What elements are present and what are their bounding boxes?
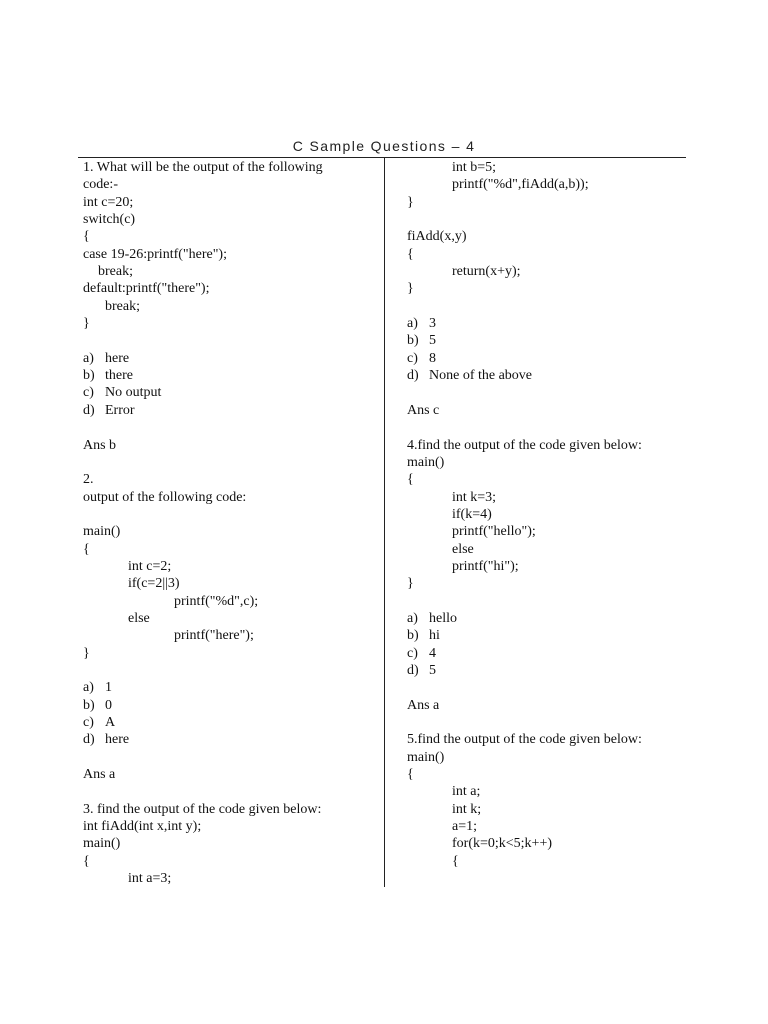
code-line: { <box>407 246 414 262</box>
option-c: c) 8 <box>407 350 436 366</box>
option-a: a) 1 <box>83 680 112 696</box>
question-2 <box>83 471 379 801</box>
option-b: b) there <box>83 368 133 384</box>
question-4 <box>407 437 697 732</box>
code-line: for(k=0;k<5;k++) <box>452 836 553 852</box>
code-line: else <box>452 541 474 557</box>
option-c: c) A <box>83 715 116 730</box>
option-c: c) 4 <box>407 645 436 661</box>
option-a: a) hello <box>407 610 457 626</box>
code-line: main() <box>407 749 445 765</box>
code-line: } <box>407 281 414 297</box>
code-line: break; <box>105 298 140 314</box>
answer: Ans c <box>407 402 440 418</box>
code-line: int b=5; <box>452 160 497 175</box>
code-line: int c=20; <box>83 194 134 210</box>
question-text: 5.find the output of the code given below: <box>407 732 642 748</box>
question-3 <box>83 801 379 888</box>
answer: Ans b <box>83 437 117 453</box>
code-line: printf("%d",fiAdd(a,b)); <box>452 177 589 193</box>
code-line: int a; <box>452 784 481 800</box>
option-b: b) 5 <box>407 333 436 349</box>
code-line: fiAdd(x,y) <box>407 229 467 245</box>
code-line: int k; <box>452 801 482 817</box>
code-line: { <box>407 472 414 488</box>
code-line: else <box>128 610 150 626</box>
question-number: 2. <box>83 472 94 488</box>
code-line: if(k=4) <box>452 506 492 522</box>
question-text: 3. find the output of the code given below: <box>83 801 322 817</box>
code-line: int c=2; <box>128 558 172 574</box>
code-line: int fiAdd(int x,int y); <box>83 819 202 835</box>
answer: Ans a <box>83 767 116 783</box>
question-text: 1. What will be the output of the following <box>83 160 323 175</box>
question-text: 4.find the output of the code given below: <box>407 437 642 453</box>
option-a: a) here <box>83 350 130 366</box>
option-d: d) Error <box>83 402 135 418</box>
option-b: b) 0 <box>83 697 112 713</box>
right-column <box>407 159 697 870</box>
answer: Ans a <box>407 697 440 713</box>
code-line: printf("%d",c); <box>174 593 259 609</box>
option-d: d) here <box>83 732 130 748</box>
option-c: c) No output <box>83 385 162 401</box>
option-d: d) None of the above <box>407 368 533 384</box>
left-column <box>83 159 379 887</box>
code-line: { <box>83 541 90 557</box>
column-divider <box>384 157 385 887</box>
code-line: { <box>83 853 90 869</box>
code-line: int k=3; <box>452 489 497 505</box>
code-line: switch(c) <box>83 212 136 228</box>
code-line: break; <box>98 264 133 280</box>
code-line: main() <box>83 836 121 852</box>
question-text: output of the following code: <box>83 489 247 505</box>
code-line: { <box>452 853 459 869</box>
code-line: a=1; <box>452 819 477 835</box>
code-line: printf("hello"); <box>452 524 536 540</box>
option-b: b) hi <box>407 628 440 644</box>
question-5 <box>407 731 697 870</box>
code-line: main() <box>407 454 445 470</box>
question-1 <box>83 159 379 471</box>
title-divider <box>78 157 686 158</box>
code-line: main() <box>83 524 121 540</box>
option-a: a) 3 <box>407 316 436 332</box>
code-line: return(x+y); <box>452 264 521 280</box>
code-line: { <box>83 229 90 245</box>
code-line: default:printf("there"); <box>83 281 210 297</box>
code-line: printf("here"); <box>174 628 254 644</box>
question-3-continued <box>407 159 697 437</box>
code-line: case 19-26:printf("here"); <box>83 246 227 262</box>
question-text: code:- <box>83 177 118 193</box>
code-line: } <box>407 576 414 592</box>
code-line: int a=3; <box>128 871 172 887</box>
code-line: { <box>407 767 414 783</box>
page-title: C Sample Questions – 4 <box>292 138 476 154</box>
code-line: printf("hi"); <box>452 558 519 574</box>
code-line: } <box>407 194 414 210</box>
code-line: } <box>83 645 90 661</box>
code-line: if(c=2||3) <box>128 576 180 592</box>
option-d: d) 5 <box>407 662 436 678</box>
code-line: } <box>83 316 90 332</box>
